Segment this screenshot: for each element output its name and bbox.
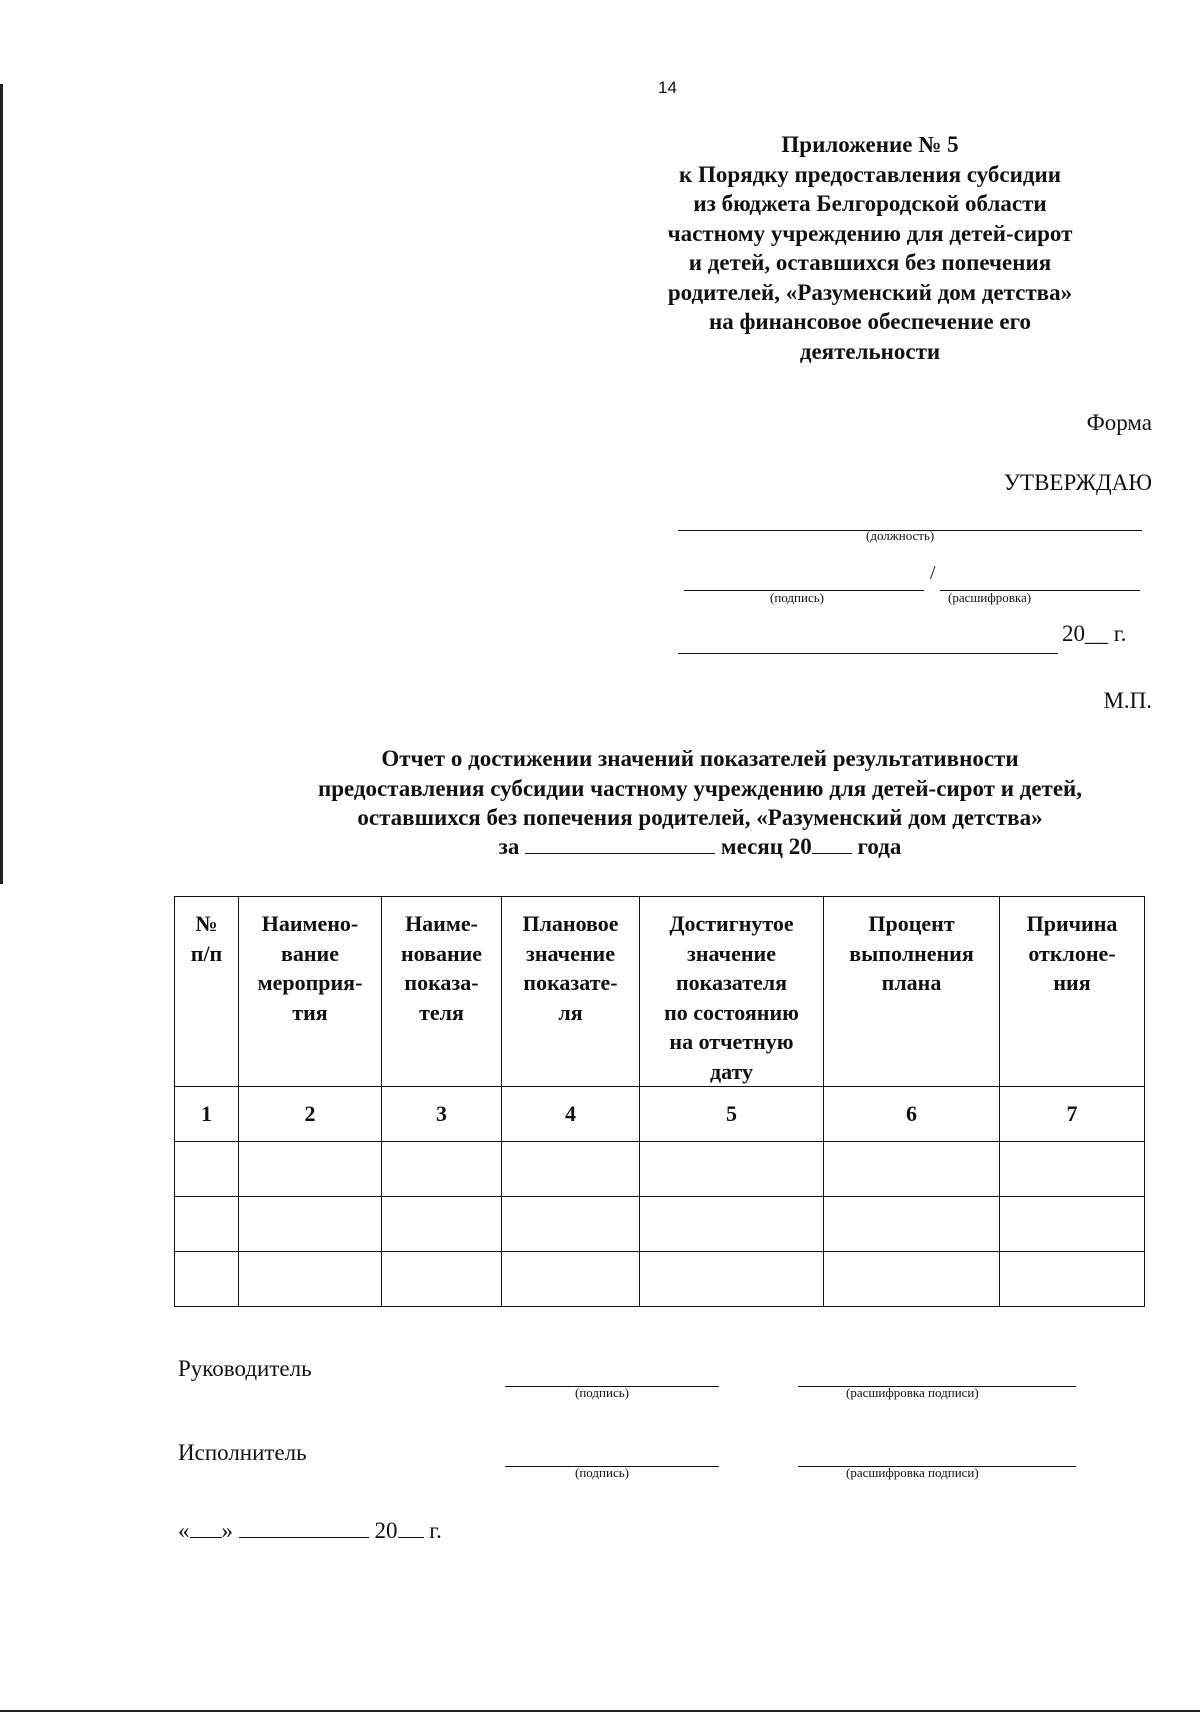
column-number: 2 xyxy=(239,1087,382,1142)
seal-label: М.П. xyxy=(1103,688,1152,713)
column-number: 6 xyxy=(824,1087,1000,1142)
column-number-row xyxy=(175,1087,1145,1142)
period-year-field[interactable] xyxy=(812,833,852,854)
table-cell[interactable] xyxy=(1000,1197,1145,1252)
header-cell-reason: Причина отклоне- ния xyxy=(1000,897,1145,1087)
appendix-line: к Порядку предоставления субсидии xyxy=(679,161,1061,187)
appendix-line: и детей, оставшихся без попечения xyxy=(688,250,1052,275)
head-signature-caption: (подпись) xyxy=(575,1385,629,1400)
table-cell[interactable] xyxy=(640,1197,824,1252)
table-row xyxy=(175,1252,1145,1307)
table-cell[interactable] xyxy=(640,1142,824,1197)
report-table xyxy=(174,896,1145,1307)
table-cell[interactable] xyxy=(175,1142,239,1197)
table-cell[interactable] xyxy=(382,1252,502,1307)
appendix-line: частному учреждению для детей-сирот xyxy=(667,220,1073,246)
column-number: 3 xyxy=(382,1087,502,1142)
table-cell[interactable] xyxy=(382,1142,502,1197)
approval-date-year: 20__ г. xyxy=(1062,621,1127,646)
header-cell-achieved: Достигнутое значение показателя по состоянию на отчетную дату xyxy=(640,897,824,1087)
header-cell-event: Наимено- вание мероприя- тия xyxy=(239,897,382,1087)
year-suffix: г. xyxy=(429,1518,442,1543)
appendix-line: деятельности xyxy=(799,338,941,364)
table-cell[interactable] xyxy=(1000,1142,1145,1197)
report-period xyxy=(160,833,1200,860)
executor-signature-caption: (подпись) xyxy=(575,1465,629,1480)
position-caption: (должность) xyxy=(866,528,935,543)
appendix-line: Приложение № 5 xyxy=(781,132,959,157)
table-row xyxy=(175,1197,1145,1252)
day-field[interactable] xyxy=(190,1517,222,1538)
period-prefix: за xyxy=(498,834,520,859)
executor-decoding-caption: (расшифровка подписи) xyxy=(846,1465,979,1480)
table-cell[interactable] xyxy=(502,1252,640,1307)
appendix-line: на финансовое обеспечение его xyxy=(708,309,1032,334)
report-title xyxy=(160,744,1200,833)
table-cell[interactable] xyxy=(239,1252,382,1307)
approval-title: УТВЕРЖДАЮ xyxy=(1003,470,1152,495)
year-field[interactable] xyxy=(398,1517,424,1538)
table-cell[interactable] xyxy=(175,1252,239,1307)
table-cell[interactable] xyxy=(640,1252,824,1307)
header-cell-indicator: Наиме- нование показа- теля xyxy=(382,897,502,1087)
form-label: Форма xyxy=(1086,410,1152,435)
open-quote: « xyxy=(178,1518,190,1543)
table-cell[interactable] xyxy=(1000,1252,1145,1307)
header-cell-percent: Процент выполнения плана xyxy=(824,897,1000,1087)
scan-left-edge xyxy=(0,84,3,884)
period-suffix: года xyxy=(857,834,902,859)
head-decoding-caption: (расшифровка подписи) xyxy=(846,1385,979,1400)
table-cell[interactable] xyxy=(824,1252,1000,1307)
table-cell[interactable] xyxy=(239,1197,382,1252)
appendix-line: родителей, «Разуменский дом детства» xyxy=(667,279,1073,305)
table-header-row xyxy=(175,897,1145,1087)
column-number: 4 xyxy=(502,1087,640,1142)
table-cell[interactable] xyxy=(824,1197,1000,1252)
page-number: 14 xyxy=(658,78,677,97)
year-prefix: 20 xyxy=(374,1518,398,1543)
head-label: Руководитель xyxy=(178,1356,312,1381)
report-title-line: Отчет о достижении значений показателей результативности xyxy=(381,746,1019,771)
footer-date xyxy=(178,1517,442,1544)
column-number: 7 xyxy=(1000,1087,1145,1142)
month-field[interactable] xyxy=(239,1517,369,1538)
table-cell[interactable] xyxy=(239,1142,382,1197)
signature-caption: (подпись) xyxy=(770,590,824,605)
close-quote: » xyxy=(221,1518,233,1543)
appendix-line: из бюджета Белгородской области xyxy=(693,191,1047,216)
slash: / xyxy=(930,562,936,584)
table-cell[interactable] xyxy=(824,1142,1000,1197)
header-cell-number: № п/п xyxy=(175,897,239,1087)
report-title-line: предоставления субсидии частному учреждению для детей-сирот и детей, xyxy=(317,775,1083,801)
column-number: 1 xyxy=(175,1087,239,1142)
period-month-field[interactable] xyxy=(525,833,715,854)
table-cell[interactable] xyxy=(502,1142,640,1197)
appendix-heading xyxy=(660,130,1080,366)
column-number: 5 xyxy=(640,1087,824,1142)
header-cell-planned: Плановое значение показате- ля xyxy=(502,897,640,1087)
executor-label: Исполнитель xyxy=(178,1440,307,1465)
decoding-caption: (расшифровка) xyxy=(948,590,1032,605)
table-cell[interactable] xyxy=(502,1197,640,1252)
table-row xyxy=(175,1142,1145,1197)
table-cell[interactable] xyxy=(382,1197,502,1252)
approval-date-line[interactable] xyxy=(678,653,1058,654)
table-cell[interactable] xyxy=(175,1197,239,1252)
report-title-line: оставшихся без попечения родителей, «Разуменский дом детства» xyxy=(357,805,1043,830)
scan-bottom-edge xyxy=(0,1710,1200,1712)
period-middle: месяц 20 xyxy=(720,834,812,859)
